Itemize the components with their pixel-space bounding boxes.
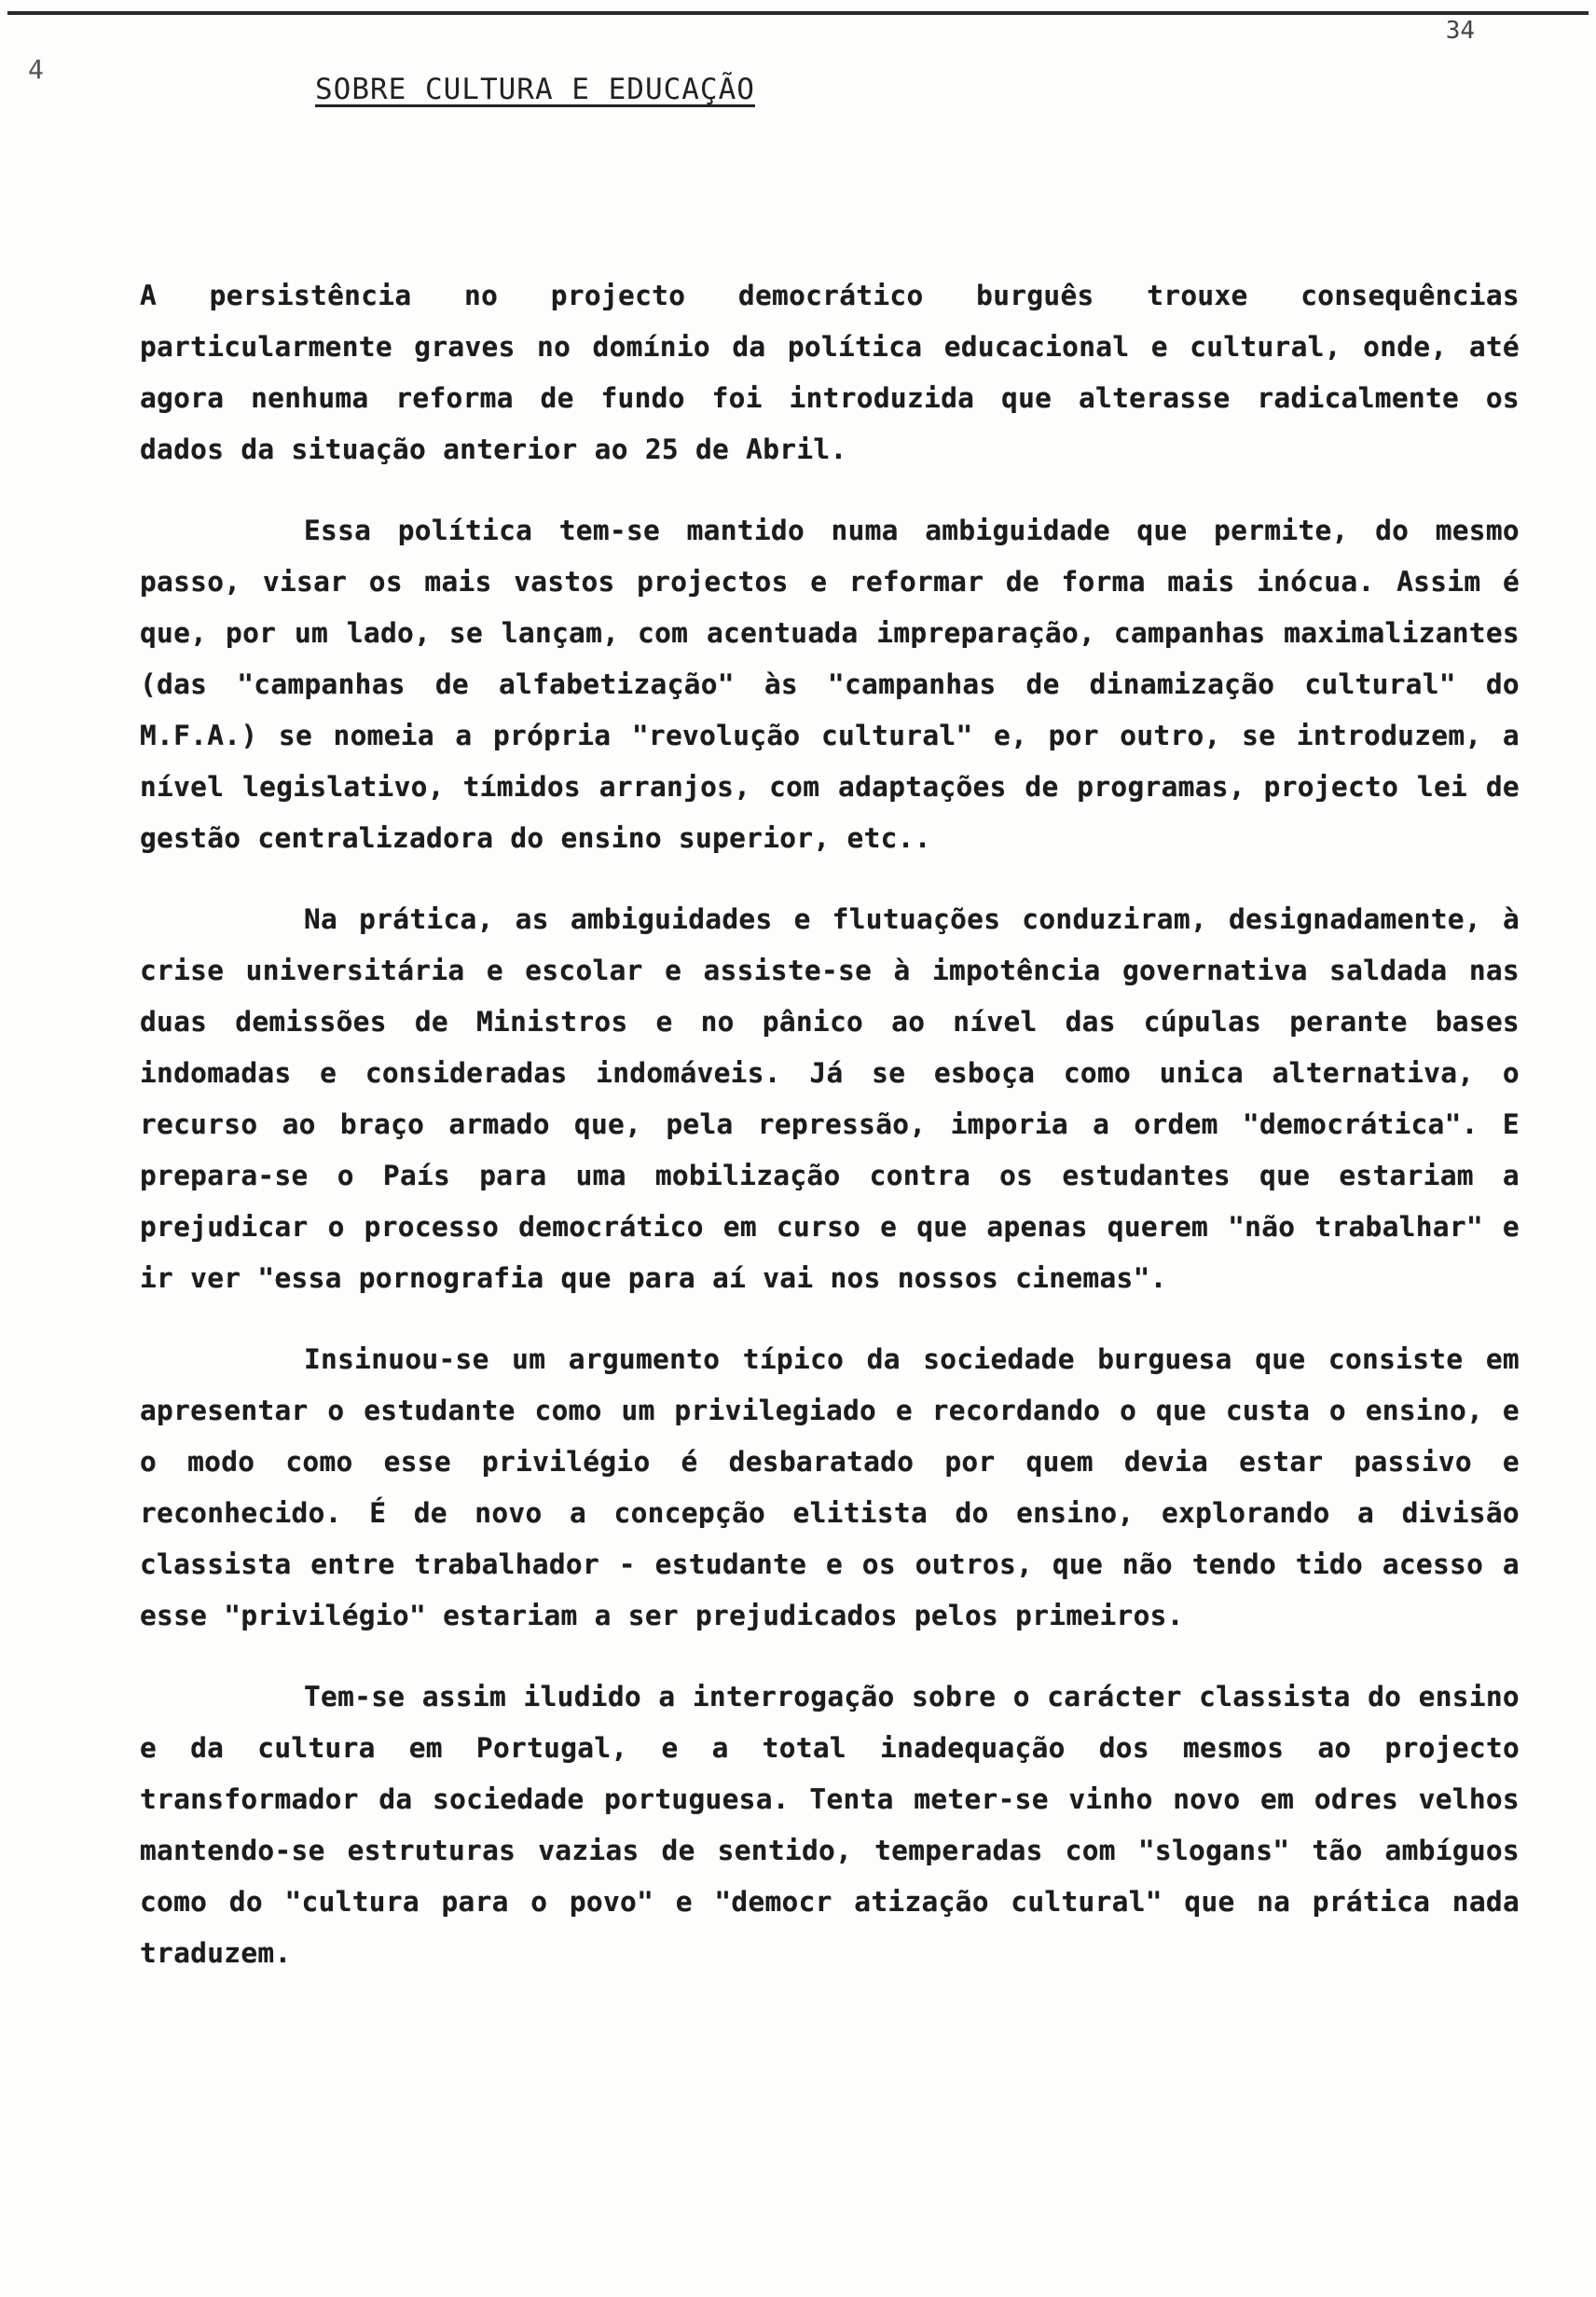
document-title: SOBRE CULTURA E EDUCAÇÃO xyxy=(315,73,755,106)
paragraph-2: Essa política tem-se mantido numa ambiguidade que permite, do mesmo passo, visar os mais vastos projectos e reformar de forma mais inócua. Assim é que, por um lado, se lançam, com acentuada impreparação, campanhas maximalizantes (das "campanhas de alfabetização" às "campanhas de dinamização cultural" do M.F.A.) se nomeia a própria "revolução cultural" e, por outro, se introduzem, a nível legislativo, tímidos arranjos, com adaptações de programas, projecto lei de gestão centralizadora do ensino superior, etc.. xyxy=(140,515,1520,854)
page-number: 34 xyxy=(1445,17,1475,45)
paragraph-4: Insinuou-se um argumento típico da sociedade burguesa que consiste em apresentar o estudante como um privilegiado e recordando o que custa o ensino, e o modo como esse privilégio é desbaratado por quem devia estar passivo e reconhecido. É de novo a concepção elitista do ensino, explorando a divisão classista entre trabalhador - estudante e os outros, que não tendo tido acesso a esse "privilégio" estariam a ser prejudicados pelos primeiros. xyxy=(140,1343,1520,1631)
top-rule-divider xyxy=(7,11,1589,15)
document-body xyxy=(140,270,1520,2009)
paragraph-5: Tem-se assim iludido a interrogação sobre o carácter classista do ensino e da cultura em Portugal, e a total inadequação dos mesmos ao projecto transformador da sociedade portuguesa. Tenta meter-se vinho novo em odres velhos mantendo-se estruturas vazias de sentido, temperadas com "slogans" tão ambíguos como do "cultura para o povo" e "democr atização cultural" que na prática nada traduzem. xyxy=(140,1681,1520,1969)
paragraph-3: Na prática, as ambiguidades e flutuações conduziram, designadamente, à crise universitária e escolar e assiste-se à impotência governativa saldada nas duas demissões de Ministros e no pânico ao nível das cúpulas perante bases indomadas e consideradas indomáveis. Já se esboça como unica alternativa, o recurso ao braço armado que, pela repressão, imporia a ordem "democrática". E prepara-se o País para uma mobilização contra os estudantes que estariam a prejudicar o processo democrático em curso e que apenas querem "não trabalhar" e ir ver "essa pornografia que para aí vai nos nossos cinemas". xyxy=(140,903,1520,1294)
margin-mark: 4 xyxy=(28,54,44,85)
paragraph-1: A persistência no projecto democrático burguês trouxe consequências particularmente graves no domínio da política educacional e cultural, onde, até agora nenhuma reforma de fundo foi introduzida que alterasse radicalmente os dados da situação anterior ao 25 de Abril. xyxy=(140,280,1520,465)
